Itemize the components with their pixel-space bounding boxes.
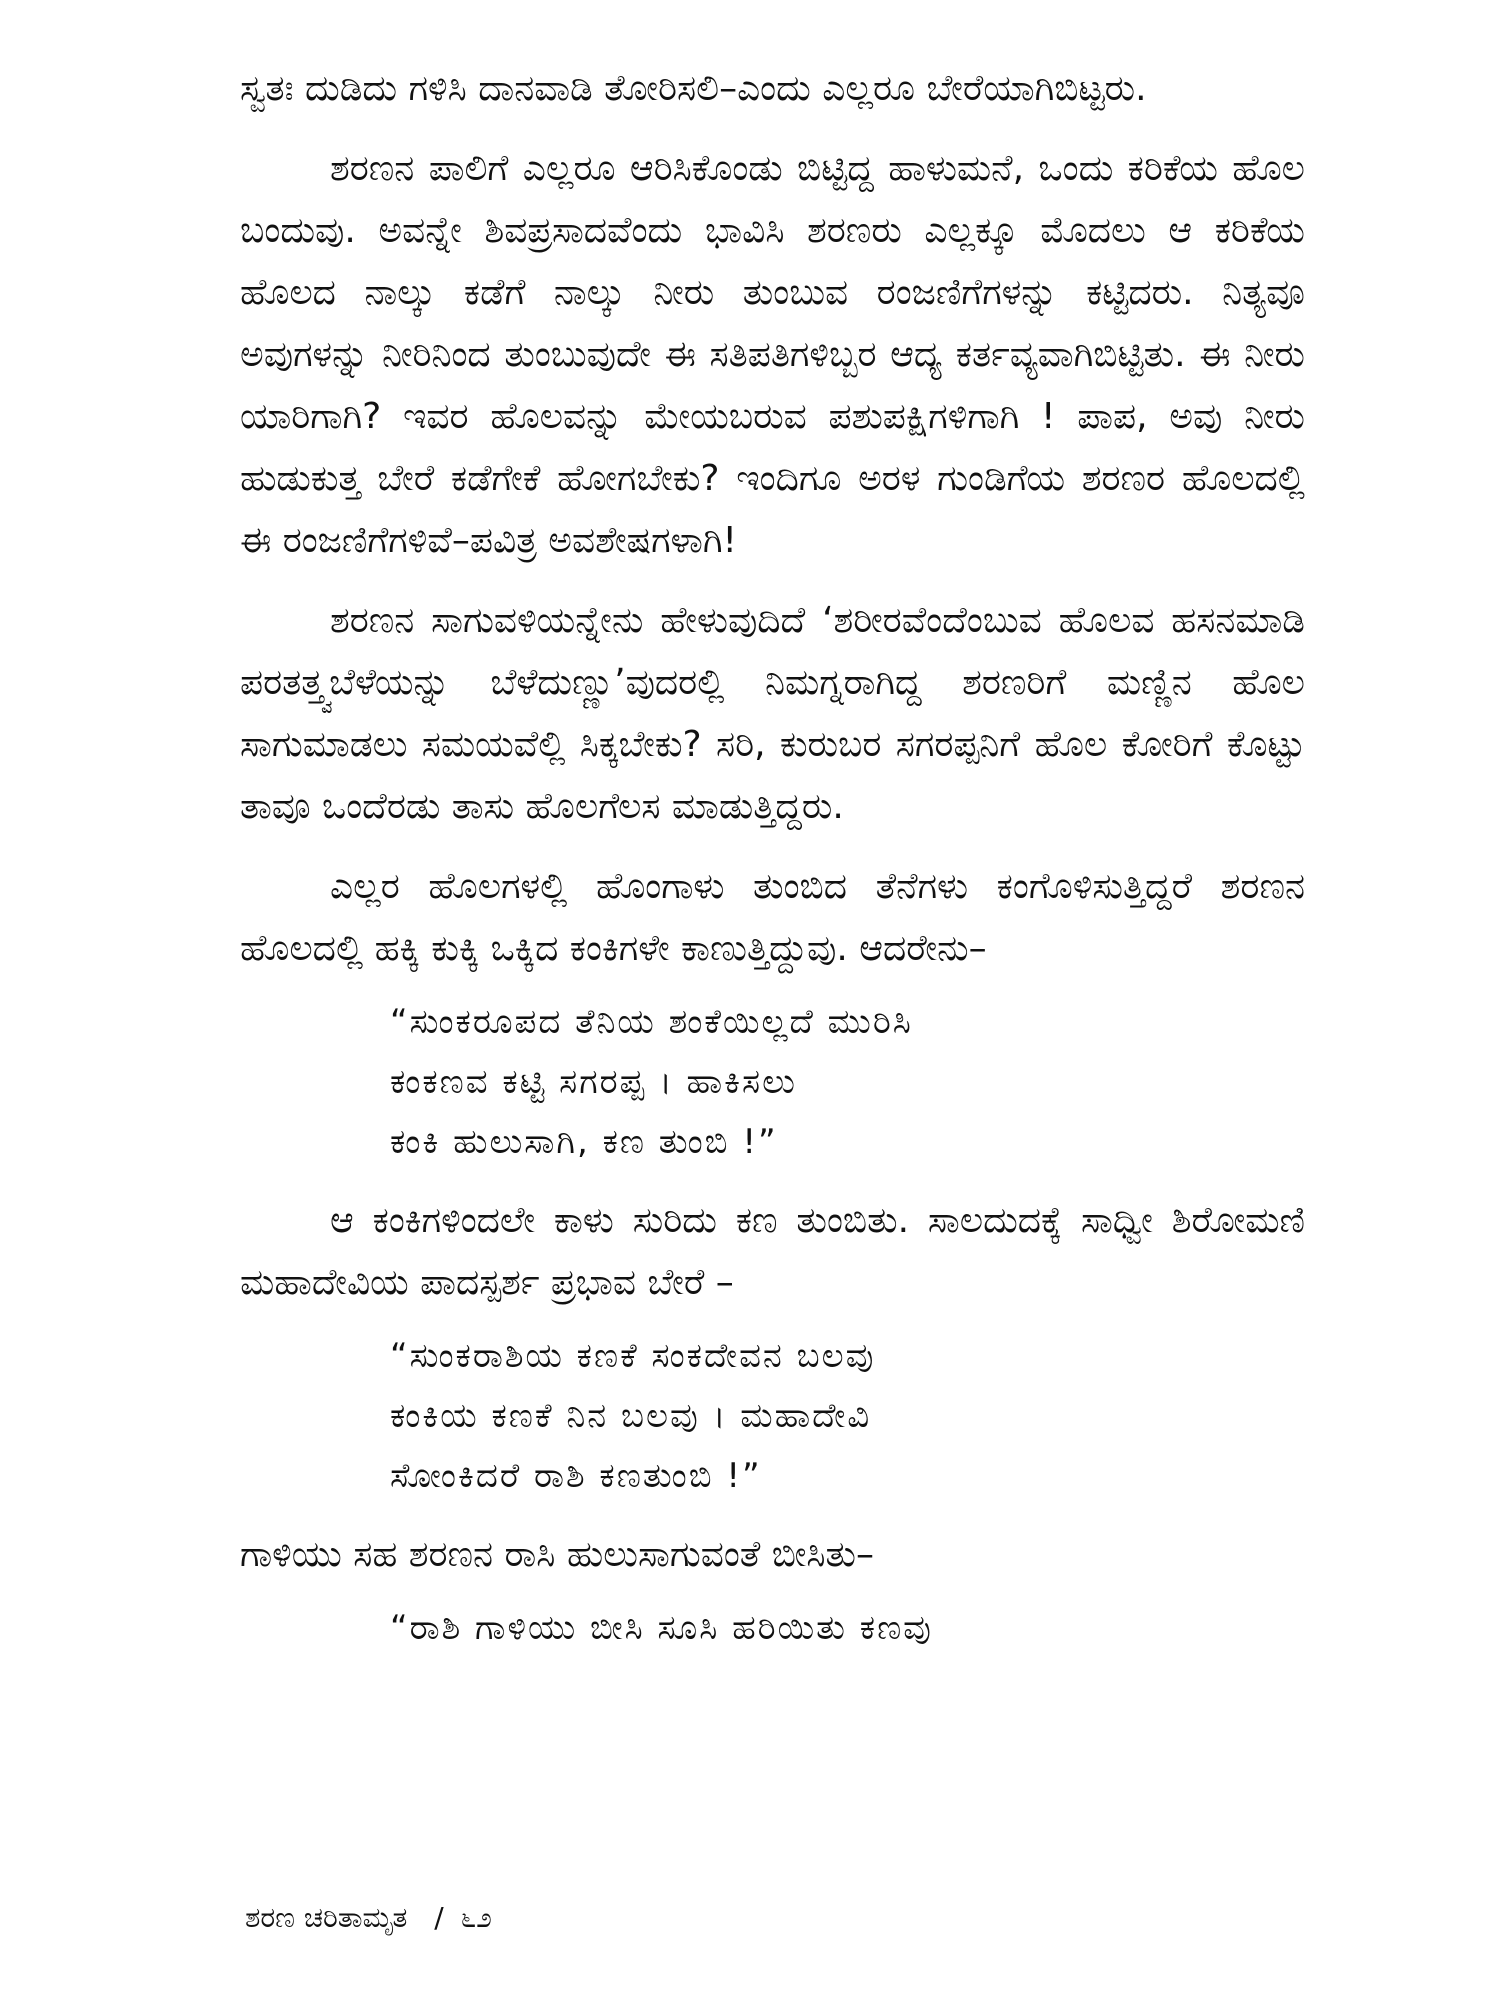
verse-line: ಸೋಂಕಿದರೆ ರಾಶಿ ಕಣತುಂಬಿ !”: [390, 1456, 762, 1496]
paragraph-1: ಸ್ವತಃ ದುಡಿದು ಗಳಿಸಿ ದಾನವಾಡಿ ತೋರಿಸಲಿ–ಎಂದು ಎಲ್ಲರೂ ಬೇರೆಯಾಗಿಬಿಟ್ಟರು.: [240, 68, 1147, 109]
paragraph-5: ಆ ಕಂಕಿಗಳಿಂದಲೇ ಕಾಳು ಸುರಿದು ಕಣ ತುಂಬಿತು. ಸಾಲದುದಕ್ಕೆ ಸಾಧ್ವೀ ಶಿರೋಮಣಿ ಮಹಾದೇವಿಯ ಪಾದಸ್ಪರ್ಶ ಪ್ರಭಾವ ಬೇರೆ –: [240, 1200, 1305, 1303]
verse-line: “ರಾಶಿ ಗಾಳಿಯು ಬೀಸಿ ಸೂಸಿ ಹರಿಯಿತು ಕಣವು: [390, 1608, 933, 1648]
paragraph-6: ಗಾಳಿಯು ಸಹ ಶರಣನ ರಾಸಿ ಹುಲುಸಾಗುವಂತೆ ಬೀಸಿತು–: [240, 1534, 874, 1575]
body-text: [240, 58, 1305, 1658]
verse-2: [390, 1326, 1305, 1506]
verse-line: “ಸುಂಕರಾಶಿಯ ಕಣಕೆ ಸಂಕದೇವನ ಬಲವು: [390, 1336, 876, 1376]
footer-separator: /: [434, 1901, 444, 1934]
verse-line: ಕಂಕಿಯ ಕಣಕೆ ನಿನ ಬಲವು । ಮಹಾದೇವಿ: [390, 1396, 872, 1436]
verse-1: [390, 992, 1305, 1172]
verse-line: “ಸುಂಕರೂಪದ ತೆನಿಯ ಶಂಕೆಯಿಲ್ಲದೆ ಮುರಿಸಿ: [390, 1002, 913, 1042]
page-footer: [245, 1898, 492, 1938]
book-title: ಶರಣ ಚರಿತಾಮೃತ: [245, 1901, 408, 1934]
verse-3: [390, 1598, 1305, 1658]
page-number: ೬೨: [460, 1901, 492, 1934]
verse-line: ಕಂಕಿ ಹುಲುಸಾಗಿ, ಕಣ ತುಂಬಿ !”: [390, 1122, 778, 1162]
paragraph-4: ಎಲ್ಲರ ಹೊಲಗಳಲ್ಲಿ ಹೊಂಗಾಳು ತುಂಬಿದ ತೆನೆಗಳು ಕಂಗೊಳಿಸುತ್ತಿದ್ದರೆ ಶರಣನ ಹೊಲದಲ್ಲಿ ಹಕ್ಕಿ ಕುಕ್ಕಿ ಒಕ್ಕಿದ ಕಂಕಿಗಳೇ ಕಾಣುತ್ತಿದ್ದುವು. ಆದರೇನು–: [240, 866, 1305, 969]
verse-line: ಕಂಕಣವ ಕಟ್ಟಿ ಸಗರಪ್ಪ । ಹಾಕಿಸಲು: [390, 1062, 797, 1102]
paragraph-2: ಶರಣನ ಪಾಲಿಗೆ ಎಲ್ಲರೂ ಆರಿಸಿಕೊಂಡು ಬಿಟ್ಟಿದ್ದ ಹಾಳುಮನೆ, ಒಂದು ಕರಿಕೆಯ ಹೊಲ ಬಂದುವು. ಅವನ್ನೇ ಶಿವಪ್ರಸಾದವೆಂದು ಭಾವಿಸಿ ಶರಣರು ಎಲ್ಲಕ್ಕೂ ಮೊದಲು ಆ ಕರಿಕೆಯ ಹೊಲದ ನಾಲ್ಕು ಕಡೆಗೆ ನಾಲ್ಕು ನೀರು ತುಂಬುವ ರಂಜಣಿಗೆಗಳನ್ನು ಕಟ್ಟಿದರು. ನಿತ್ಯವೂ ಅವುಗಳನ್ನು ನೀರಿನಿಂದ ತುಂಬುವುದೇ ಈ ಸತಿಪತಿಗಳಿಬ್ಬರ ಆದ್ಯ ಕರ್ತವ್ಯವಾಗಿಬಿಟ್ಟಿತು. ಈ ನೀರು ಯಾರಿಗಾಗಿ? ಇವರ ಹೊಲವನ್ನು ಮೇಯಬರುವ ಪಶುಪಕ್ಷಿಗಳಿಗಾಗಿ ! ಪಾಪ, ಅವು ನೀರು ಹುಡುಕುತ್ತ ಬೇರೆ ಕಡೆಗೇಕೆ ಹೋಗಬೇಕು? ಇಂದಿಗೂ ಅರಳ ಗುಂಡಿಗೆಯ ಶರಣರ ಹೊಲದಲ್ಲಿ ಈ ರಂಜಣಿಗೆಗಳಿವೆ–ಪವಿತ್ರ ಅವಶೇಷಗಳಾಗಿ!: [240, 148, 1305, 561]
paragraph-3: ಶರಣನ ಸಾಗುವಳಿಯನ್ನೇನು ಹೇಳುವುದಿದೆ ‘ಶರೀರವೆಂದೆಂಬುವ ಹೊಲವ ಹಸನಮಾಡಿ ಪರತತ್ತ್ವಬೆಳೆಯನ್ನು ಬೆಳೆದುಣ್ಣು’ವುದರಲ್ಲಿ ನಿಮಗ್ನರಾಗಿದ್ದ ಶರಣರಿಗೆ ಮಣ್ಣಿನ ಹೊಲ ಸಾಗುಮಾಡಲು ಸಮಯವೆಲ್ಲಿ ಸಿಕ್ಕಬೇಕು? ಸರಿ, ಕುರುಬರ ಸಗರಪ್ಪನಿಗೆ ಹೊಲ ಕೋರಿಗೆ ಕೊಟ್ಟು ತಾವೂ ಒಂದೆರಡು ತಾಸು ಹೊಲಗೆಲಸ ಮಾಡುತ್ತಿದ್ದರು.: [240, 600, 1305, 827]
